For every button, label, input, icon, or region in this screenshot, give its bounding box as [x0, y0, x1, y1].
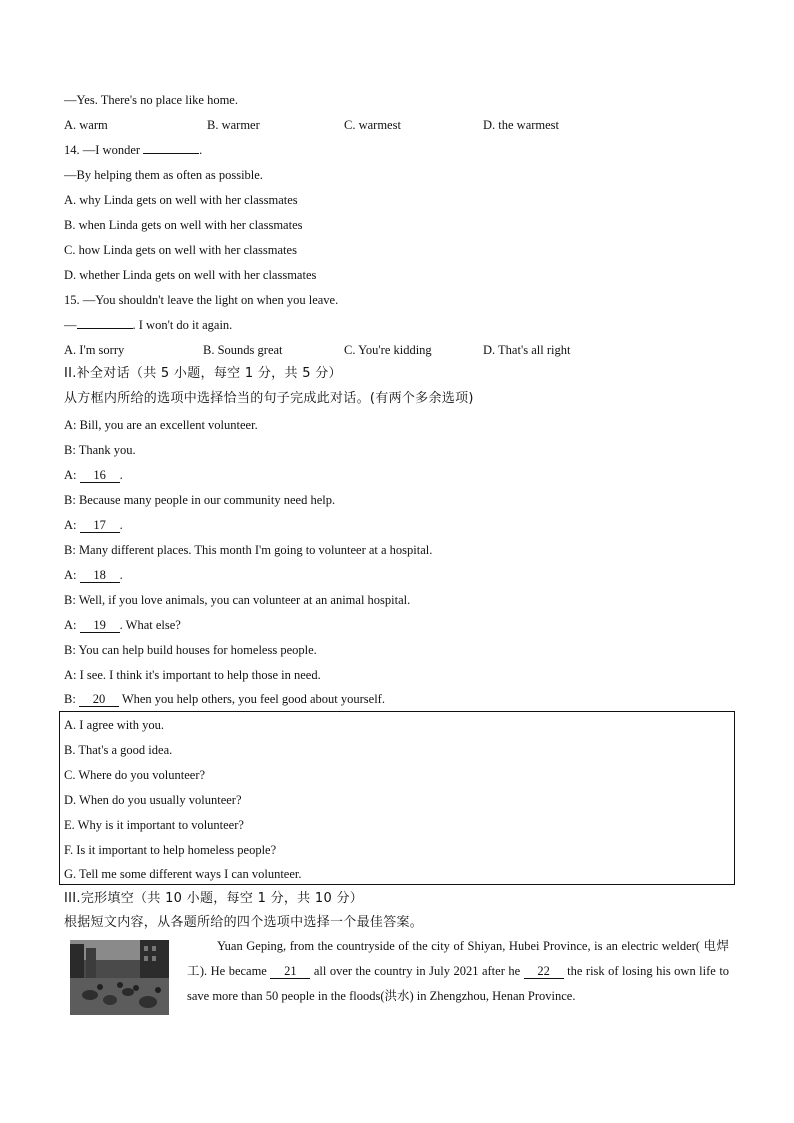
- dialogue-line-7: [64, 567, 123, 583]
- speaker: A:: [64, 518, 77, 532]
- dialogue-text: When you help others, you feel good about yourself.: [118, 692, 385, 706]
- blank-16: 16: [80, 469, 120, 483]
- dialogue-text: Thank you.: [78, 443, 136, 457]
- passage-part-1: Yuan Geping, from the countryside of the city of Shiyan, Hubei Province, is an electric welder( 电焊工). He became: [187, 939, 729, 978]
- speaker: A:: [64, 618, 77, 632]
- speaker: B:: [64, 643, 76, 657]
- dialogue-line-9: [64, 617, 181, 633]
- q14-prompt: [64, 142, 202, 158]
- dialogue-text: Bill, you are an excellent volunteer.: [79, 418, 258, 432]
- dialogue-text: Well, if you love animals, you can volunteer at an animal hospital.: [78, 593, 411, 607]
- q13-option-b: B. warmer: [207, 118, 260, 132]
- speaker: A:: [64, 668, 77, 682]
- choice-e: E. Why is it important to volunteer?: [64, 818, 244, 832]
- q15-option-b: B. Sounds great: [203, 343, 283, 357]
- q14-end: .: [199, 143, 203, 157]
- choice-g: G. Tell me some different ways I can volunteer.: [64, 867, 302, 881]
- q15-reply: [64, 317, 232, 333]
- speaker: B:: [64, 493, 76, 507]
- dialogue-line-5: [64, 517, 123, 533]
- choice-f: F. Is it important to help homeless people?: [64, 843, 277, 857]
- flood-photo-illustration: [70, 940, 169, 1015]
- q15-option-d: D. That's all right: [483, 343, 571, 357]
- q13-option-d: D. the warmest: [483, 118, 560, 132]
- dialogue-line-12: [64, 691, 385, 707]
- choice-c: C. Where do you volunteer?: [64, 768, 206, 782]
- q15-blank: [77, 328, 133, 329]
- passage-part-2: all over the country in July 2021 after he: [313, 964, 521, 978]
- section2-heading: II.补全对话（共 5 小题，每空 1 分，共 5 分）: [64, 366, 342, 381]
- dialogue-line-6: [64, 542, 432, 558]
- speaker: B:: [64, 593, 76, 607]
- dialogue-line-1: [64, 417, 258, 433]
- dialogue-line-11: [64, 667, 321, 683]
- section3-instruction: 根据短文内容，从各题所给的四个选项中选择一个最佳答案。: [64, 915, 424, 930]
- dialogue-text: .: [119, 468, 123, 482]
- blank-20: 20: [79, 693, 119, 707]
- q15-reply-prefix: —: [64, 318, 77, 332]
- speaker: A:: [64, 568, 77, 582]
- q14-option-b: B. when Linda gets on well with her classmates: [64, 218, 303, 232]
- choice-d: D. When do you usually volunteer?: [64, 793, 242, 807]
- q15-reply-suffix: . I won't do it again.: [132, 318, 233, 332]
- dialogue-text: I see. I think it's important to help those in need.: [79, 668, 321, 682]
- dialogue-line-10: [64, 642, 317, 658]
- dialogue-line-2: [64, 442, 136, 458]
- dialogue-text: . What else?: [119, 618, 181, 632]
- passage-part-3: the risk of losing his own life to save more than 50 people in the floods(洪水) in Zhengzhou, Henan Province.: [187, 964, 730, 1003]
- q15-prompt: 15. —You shouldn't leave the light on when you leave.: [64, 293, 339, 307]
- q13-reply: —Yes. There's no place like home.: [64, 93, 238, 107]
- dialogue-line-3: [64, 467, 123, 483]
- choice-a: A. I agree with you.: [64, 718, 164, 732]
- dialogue-text: .: [119, 518, 123, 532]
- q14-blank: [143, 153, 199, 154]
- speaker: B:: [64, 543, 76, 557]
- blank-18: 18: [80, 569, 120, 583]
- q14-prompt-text: 14. —I wonder: [64, 143, 141, 157]
- q13-option-c: C. warmest: [344, 118, 401, 132]
- section2-instruction: 从方框内所给的选项中选择恰当的句子完成此对话。(有两个多余选项): [64, 391, 474, 406]
- q14-reply: —By helping them as often as possible.: [64, 168, 263, 182]
- q14-option-a: A. why Linda gets on well with her classmates: [64, 193, 298, 207]
- dialogue-line-4: [64, 492, 335, 508]
- dialogue-text: You can help build houses for homeless people.: [78, 643, 317, 657]
- blank-21: 21: [270, 965, 310, 979]
- cloze-passage: [187, 934, 729, 1009]
- news-photo: [70, 940, 169, 1015]
- dialogue-text: Because many people in our community need help.: [78, 493, 336, 507]
- speaker: B:: [64, 692, 76, 706]
- dialogue-text: .: [119, 568, 123, 582]
- q14-option-d: D. whether Linda gets on well with her classmates: [64, 268, 317, 282]
- blank-22: 22: [524, 965, 564, 979]
- blank-19: 19: [80, 619, 120, 633]
- speaker: B:: [64, 443, 76, 457]
- speaker: A:: [64, 418, 77, 432]
- q15-option-a: A. I'm sorry: [64, 343, 125, 357]
- dialogue-line-8: [64, 592, 410, 608]
- q13-option-a: A. warm: [64, 118, 108, 132]
- blank-17: 17: [80, 519, 120, 533]
- q15-option-c: C. You're kidding: [344, 343, 432, 357]
- dialogue-text: Many different places. This month I'm going to volunteer at a hospital.: [78, 543, 433, 557]
- choice-b: B. That's a good idea.: [64, 743, 173, 757]
- section3-heading: III.完形填空（共 10 小题，每空 1 分，共 10 分）: [64, 891, 364, 906]
- q14-option-c: C. how Linda gets on well with her classmates: [64, 243, 297, 257]
- speaker: A:: [64, 468, 77, 482]
